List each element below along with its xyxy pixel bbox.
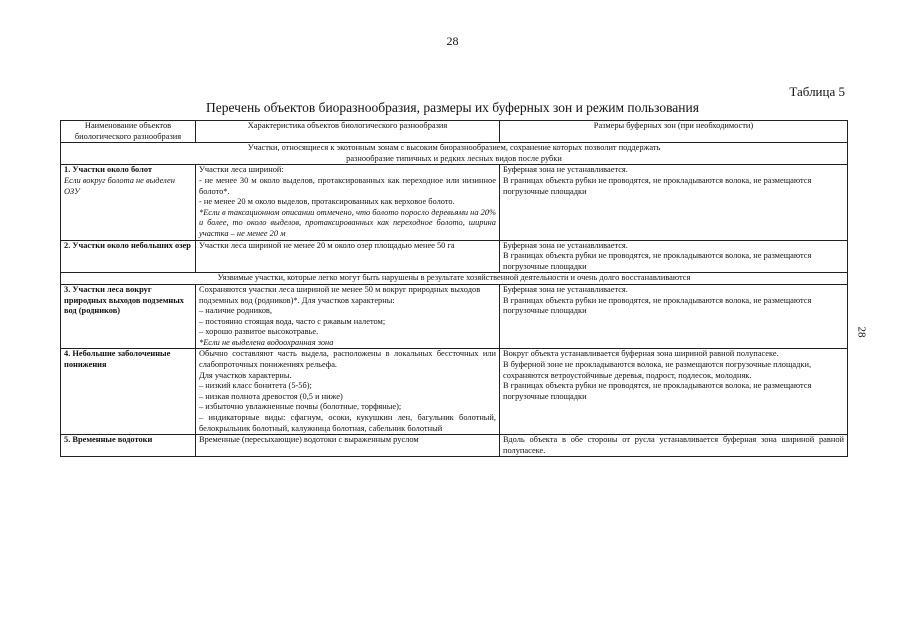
object-name-cell (61, 284, 196, 349)
buffer-cell (500, 349, 848, 435)
characteristics-line: Для участков характерны. (199, 370, 292, 380)
buffer-line: В буферной зоне не прокладываются волока, не размещаются погрузочные площадки, сохраняются ветроустойчивые деревья, подрост, подлесок, молодняк. (503, 360, 812, 380)
object-name: 1. Участки около болот (64, 165, 153, 175)
buffer-cell (500, 435, 848, 457)
characteristics-line: – избыточно увлажненные почвы (болотные, торфяные); (199, 402, 402, 412)
group-heading-ecotone (61, 143, 848, 165)
characteristics-note: *Если в таксационном описании отмечено, что болото поросло деревьями на 20% и более, то около выделов, протаксированных как переходное болото, ширина участка – не менее 20 м (199, 207, 496, 238)
buffer-line: Вокруг объекта устанавливается буферная зона шириной равной полупасеке. (503, 349, 779, 359)
characteristics-line: – низкий класс бонитета (5-5б); (199, 381, 312, 391)
buffer-line: Буферная зона не устанавливается. (503, 165, 628, 175)
object-name: 3. Участки леса вокруг природных выходов подземных вод (родников) (64, 284, 184, 316)
header-name: Наименование объектов биологического разнообразия (61, 121, 196, 143)
table-row (61, 165, 848, 240)
characteristics-cell (196, 165, 500, 240)
group-row-ecotone (61, 143, 848, 165)
table-label: Таблица 5 (789, 84, 845, 99)
characteristics-line: - не менее 30 м около выделов, протаксированных как переходное или низинное болото*. (199, 175, 496, 196)
table-title: Перечень объектов биоразнообразия, размеры их буферных зон и режим пользования (206, 100, 699, 115)
characteristics-cell (196, 349, 500, 435)
buffer-line: В границах объекта рубки не проводятся, не прокладываются волока, не размещаются погрузочные площадки (503, 381, 812, 401)
characteristics-line: Обычно составляют часть выдела, расположены в локальных бессточных или слабопроточных понижениях рельефа. (199, 349, 496, 370)
table-row (61, 284, 848, 349)
object-name: 2. Участки около небольших озер (64, 240, 191, 250)
object-note: Если вокруг болота не выделен ОЗУ (64, 175, 175, 196)
object-name: 5. Временные водотоки (64, 435, 153, 445)
table-header-row (61, 121, 848, 143)
characteristics-line: Временные (пересыхающие) водотоки с выраженным руслом (199, 435, 419, 445)
buffer-cell (500, 165, 848, 240)
page-number-side: 28 (855, 326, 868, 338)
characteristics-line: – наличие родников, (199, 306, 272, 316)
buffer-cell (500, 284, 848, 349)
object-name-cell (61, 435, 196, 457)
characteristics-line: Участки леса шириной не менее 20 м около озер площадью менее 50 га (199, 240, 455, 250)
buffer-line: В границах объекта рубки не проводятся, не прокладываются волока, не размещаются погрузочные площадки (503, 295, 812, 316)
header-characteristics: Характеристика объектов биологического разнообразия (196, 121, 500, 143)
buffer-line: Буферная зона не устанавливается. (503, 240, 628, 250)
object-name: 4. Небольшие заболоченные понижения (64, 349, 171, 370)
object-name-cell (61, 165, 196, 240)
buffer-line: В границах объекта рубки не проводятся, не прокладываются волока, не размещаются погрузочные площадки (503, 251, 812, 271)
characteristics-line: – индикаторные виды: сфагнум, осоки, кукушкин лен, багульник болотный, белокрыльник болотный, калужница болотная, сабельник болотный (199, 413, 496, 433)
characteristics-line: – низкая полнота древостоя (0,5 и ниже) (199, 391, 343, 401)
header-buffer: Размеры буферных зон (при необходимости) (500, 121, 848, 143)
buffer-cell (500, 240, 848, 273)
characteristics-note: *Если не выделена водоохранная зона (199, 337, 334, 347)
characteristics-line: - не менее 20 м около выделов, протаксированных как верховое болото. (199, 197, 455, 207)
table-row (61, 240, 848, 273)
object-name-cell (61, 349, 196, 435)
table-row (61, 435, 848, 457)
group-heading-vulnerable: Уязвимые участки, которые легко могут быть нарушены в результате хозяйственной деятельности и очень долго восстанавливаются (61, 273, 848, 285)
characteristics-cell (196, 240, 500, 273)
buffer-line: Буферная зона не устанавливается. (503, 284, 628, 294)
group-heading-line: Участки, относящиеся к экотонным зонам с высоким биоразнообразием, сохранение которых позволит поддержать (247, 143, 661, 153)
characteristics-line: – хорошо развитое высокотравье. (199, 327, 319, 337)
characteristics-line: – постоянно стоящая вода, часто с ржавым налетом; (199, 316, 386, 326)
characteristics-cell (196, 435, 500, 457)
characteristics-line: Участки леса шириной: (199, 165, 284, 175)
page-number: 28 (446, 34, 459, 48)
group-row-vulnerable (61, 273, 848, 285)
buffer-line: Вдоль объекта в обе стороны от русла устанавливается буферная зона шириной равной полупасеке. (503, 435, 844, 455)
characteristics-line: Сохраняются участки леса шириной не менее 50 м вокруг природных выходов подземных вод (родников)*. Для участков характерны: (199, 284, 481, 305)
group-heading-line: разнообразие типичных и редких лесных видов после рубки (346, 153, 562, 163)
table-row (61, 349, 848, 435)
object-name-cell (61, 240, 196, 273)
characteristics-cell (196, 284, 500, 349)
biodiversity-table (60, 120, 848, 457)
buffer-line: В границах объекта рубки не проводятся, не прокладываются волока, не размещаются погрузочные площадки (503, 175, 812, 196)
